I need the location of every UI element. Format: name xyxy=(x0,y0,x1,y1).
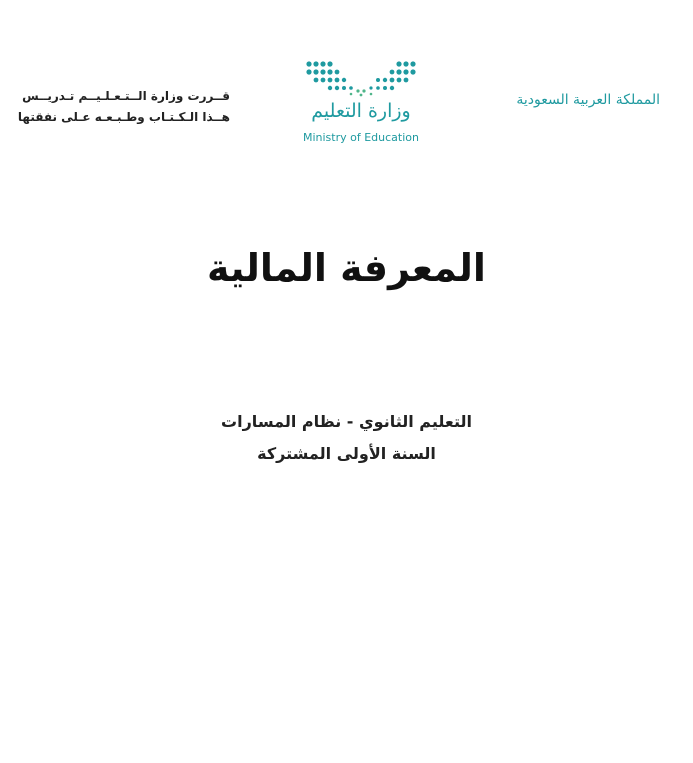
approval-line-1: قــررت وزارة الــتـعـلـيــم تـدريــس xyxy=(22,89,230,103)
ministry-name-arabic: وزارة التعليم xyxy=(311,100,411,122)
approval-statement xyxy=(17,86,230,128)
approval-line-2: هــذا الـكـتـاب وطـبـعـه عـلى نفقتها xyxy=(17,110,230,124)
book-subtitle xyxy=(0,406,693,470)
ministry-name-english: Ministry of Education xyxy=(302,131,419,144)
subtitle-line-1: التعليم الثانوي - نظام المسارات xyxy=(221,412,472,431)
ministry-logo xyxy=(300,58,422,150)
dotted-grid-logo-icon xyxy=(303,58,419,98)
kingdom-name: المملكة العربية السعودية xyxy=(516,92,660,108)
book-title: المعرفة المالية xyxy=(207,246,486,290)
subtitle-line-2: السنة الأولى المشتركة xyxy=(257,444,436,463)
